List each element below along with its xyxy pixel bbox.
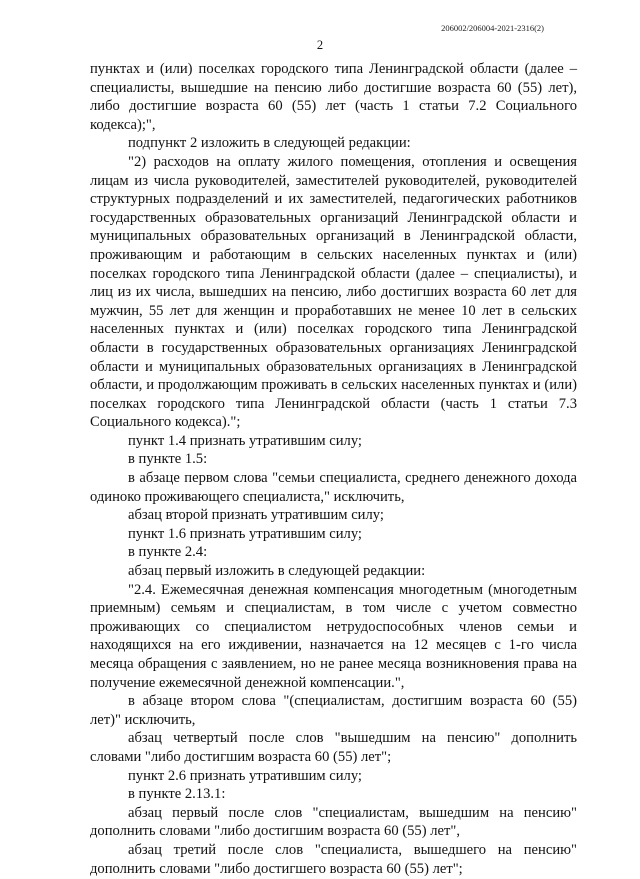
paragraph: абзац второй признать утратившим силу;: [128, 507, 384, 524]
paragraph: в пункте 2.4:: [128, 544, 208, 561]
paragraph: абзац третий после слов "специалиста, вышедшего на пенсию" дополнить словами "либо достигшего возраста 60 (55) лет";: [90, 841, 577, 877]
paragraph: "2) расходов на оплату жилого помещения, отопления и освещения лицам из числа руководителей, заместителей руководителей, руководителей структурных подразделений и их заместителей, педагогических работников государственных образовательных организаций Ленинградской области и муниципальных образовательных организаций в Ленинградской области, проживающим и работающим в сельских населенных пунктах и (или) поселках городского типа Ленинградской области (далее – специалисты), и лиц из их числа, вышедших на пенсию, либо достигших возраста 60 лет для мужчин, 55 лет для женщин и проработавших не менее 10 лет в сельских населенных пунктах и (или) поселках городского типа Ленинградской области в государственных образовательных организациях Ленинградской области и муниципальных образовательных организациях в Ленинградской области, и продолжающим проживать в сельских населенных пунктах и (или) поселках городского типа Ленинградской области (часть 1 статьи 7.3 Социального кодекса).";: [90, 153, 577, 431]
paragraph: пункт 1.4 признать утратившим силу;: [128, 432, 362, 449]
paragraph: в пункте 2.13.1:: [128, 786, 226, 803]
page-number: 2: [316, 38, 324, 52]
paragraph: подпункт 2 изложить в следующей редакции:: [128, 135, 411, 152]
paragraph: в пункте 1.5:: [128, 451, 208, 468]
paragraph: в абзаце втором слова "(специалистам, достигшим возраста 60 (55) лет)" исключить,: [90, 693, 577, 728]
paragraph: абзац первый после слов "специалистам, вышедшим на пенсию" дополнить словами "либо достигшим возраста 60 (55) лет",: [90, 804, 577, 840]
paragraph: пункт 1.6 признать утратившим силу;: [128, 525, 362, 542]
document-body: [90, 60, 577, 878]
paragraph: абзац четвертый после слов "вышедшим на пенсию" дополнить словами "либо достигшим возраста 60 (55) лет";: [90, 730, 577, 765]
document-id: 206002/206004-2021-2316(2): [441, 23, 544, 33]
paragraph: в абзаце первом слова "семьи специалиста, среднего денежного дохода одиноко проживающего специалиста," исключить,: [90, 470, 577, 505]
paragraph: "2.4. Ежемесячная денежная компенсация многодетным (многодетным приемным) семьям и специалистам, в том числе с учетом совместно проживающих со специалистом нетрудоспособных членов семьи и находящихся на его иждивении, назначается на 12 месяцев с 1-го числа месяца обращения с заявлением, но не ранее месяца возникновения права на получение ежемесячной денежной компенсации.",: [90, 581, 577, 691]
paragraph: абзац первый изложить в следующей редакции:: [128, 563, 426, 580]
paragraph: пункт 2.6 признать утратившим силу;: [128, 767, 362, 784]
paragraph-continuation: пунктах и (или) поселках городского типа Ленинградской области (далее – специалисты, вышедшие на пенсию либо достигшие возраста 60 (55) лет), либо достигшие возраста 60 (55) лет (часть 1 статьи 7.2 Социального кодекса);",: [90, 61, 577, 133]
